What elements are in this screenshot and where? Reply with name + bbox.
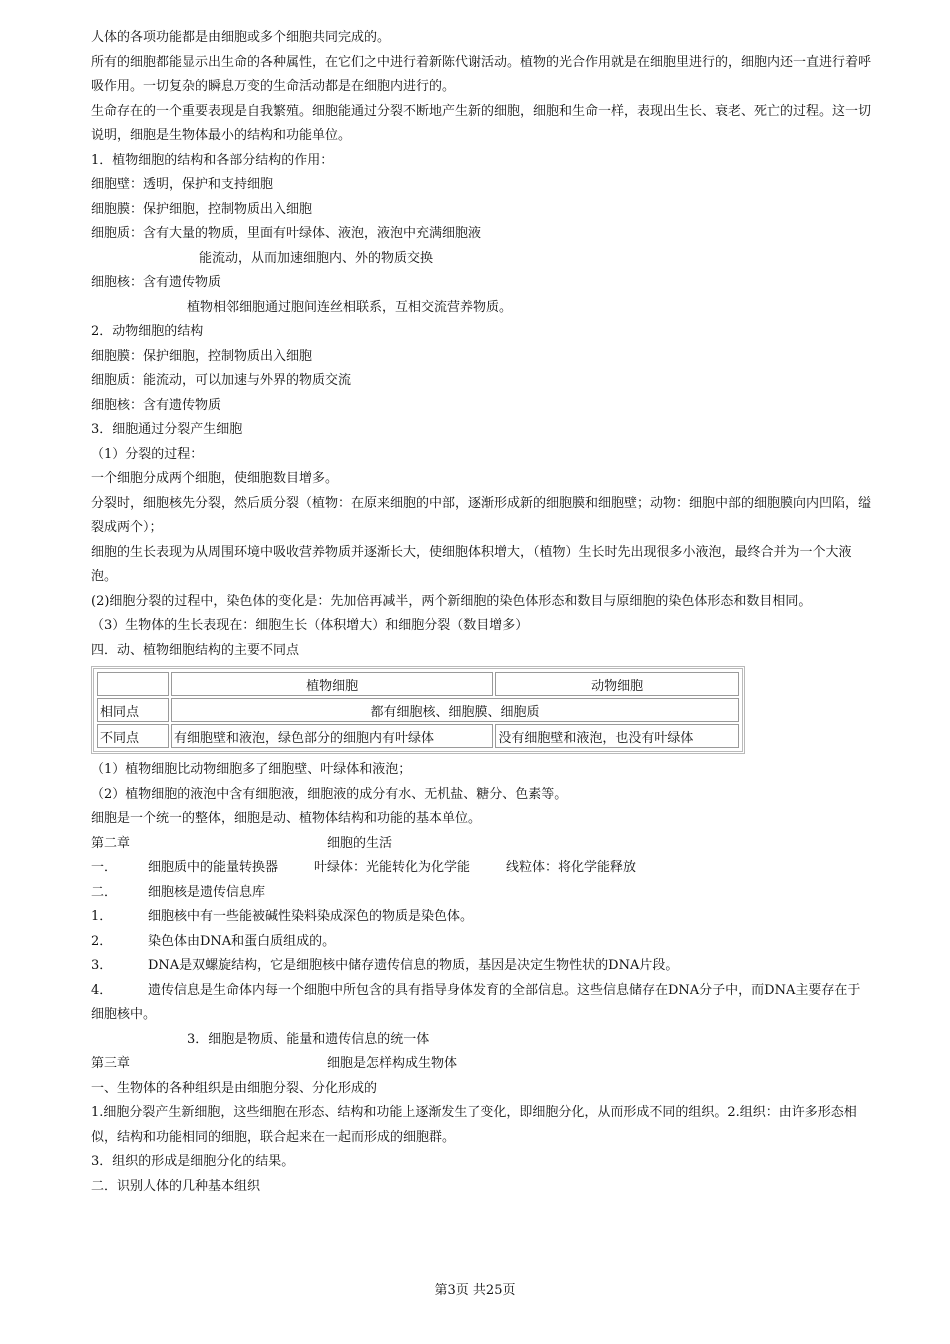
paragraph: 能流动，从而加速细胞内、外的物质交换	[199, 250, 434, 266]
paragraph: 细胞壁：透明，保护和支持细胞	[91, 177, 274, 192]
table-row	[97, 724, 739, 748]
document-body	[91, 26, 871, 1199]
paragraph: 细胞膜：保护细胞，控制物质出入细胞	[91, 201, 313, 217]
table-header-cell: 植物细胞	[171, 672, 493, 696]
chapter-label: 第三章	[91, 1056, 131, 1071]
paragraph: （2）植物细胞的液泡中含有细胞液，细胞液的成分有水、无机盐、糖分、色素等。	[91, 786, 568, 802]
paragraph: （1）分裂的过程：	[91, 446, 204, 462]
item-text: 遗传信息是生命体内每一个细胞中所包含的具有指导身体发育的全部信息。这些信息储存在DNA分子中，而DNA主要存在于细胞核中。	[91, 982, 861, 1022]
paragraph: （3）生物体的生长表现在：细胞生长（体积增大）和细胞分裂（数目增多）	[91, 618, 529, 633]
paragraph: 植物相邻细胞通过胞间连丝相联系，互相交流营养物质。	[187, 299, 513, 315]
item-number: 1．	[91, 909, 113, 924]
chapter-title: 细胞是怎样构成生物体	[327, 1056, 458, 1071]
item-text: 细胞质中的能量转换器	[148, 860, 279, 875]
table-cell: 没有细胞壁和液泡，也没有叶绿体	[495, 724, 739, 748]
item-number: 二．	[91, 884, 118, 900]
paragraph: 生命存在的一个重要表现是自我繁殖。细胞能通过分裂不断地产生新的细胞，细胞和生命一样，表现出生长、衰老、死亡的过程。这一切说明，细胞是生物体最小的结构和功能单位。	[91, 103, 872, 143]
item-text: 细胞核中有一些能被碱性染料染成深色的物质是染色体。	[148, 909, 474, 924]
paragraph: 细胞核：含有遗传物质	[91, 397, 222, 413]
chapter-label: 第二章	[91, 835, 131, 851]
paragraph: （1）植物细胞比动物细胞多了细胞壁、叶绿体和液泡；	[91, 762, 412, 777]
item-text: 细胞核是遗传信息库	[148, 884, 266, 900]
list-item	[91, 930, 871, 955]
item-text: DNA是双螺旋结构，它是细胞核中储存遗传信息的物质，基因是决定生物性状的DNA片段。	[148, 958, 679, 973]
section-heading: 二．识别人体的几种基本组织	[91, 1178, 261, 1194]
list-item	[91, 856, 871, 881]
paragraph: 所有的细胞都能显示出生命的各种属性，在它们之中进行着新陈代谢活动。植物的光合作用就是在细胞里进行的，细胞内还一直进行着呼吸作用。一切复杂的瞬息万变的生命活动都是在细胞内进行的。	[91, 54, 872, 94]
section-heading: 3．细胞通过分裂产生细胞	[91, 422, 243, 437]
item-text: 线粒体：将化学能释放	[506, 860, 637, 875]
table-row-label: 相同点	[97, 698, 169, 722]
item-text: 叶绿体：光能转化为化学能	[314, 860, 471, 875]
item-number: 4．	[91, 982, 113, 998]
paragraph: 3．组织的形成是细胞分化的结果。	[91, 1154, 295, 1169]
paragraph: (2)细胞分裂的过程中，染色体的变化是：先加倍再减半，两个新细胞的染色体形态和数目与原细胞的染色体形态和数目相同。	[91, 593, 812, 609]
table-cell	[97, 672, 169, 696]
paragraph: 细胞膜：保护细胞，控制物质出入细胞	[91, 348, 313, 364]
paragraph: 细胞核：含有遗传物质	[91, 275, 222, 290]
paragraph: 细胞质：能流动，可以加速与外界的物质交流	[91, 373, 352, 388]
table-cell: 有细胞壁和液泡，绿色部分的细胞内有叶绿体	[171, 724, 493, 748]
comparison-table	[91, 666, 745, 754]
paragraph: 细胞质：含有大量的物质，里面有叶绿体、液泡，液泡中充满细胞液	[91, 226, 482, 241]
section-heading: 2．动物细胞的结构	[91, 324, 204, 339]
section-heading: 1．植物细胞的结构和各部分结构的作用：	[91, 152, 334, 168]
paragraph: 1.细胞分裂产生新细胞，这些细胞在形态、结构和功能上逐渐发生了变化，即细胞分化，从而形成不同的组织。2.组织：由许多形态相似，结构和功能相同的细胞，联合起来在一起而形成的细胞群。	[91, 1105, 857, 1145]
paragraph: 人体的各项功能都是由细胞或多个细胞共同完成的。	[91, 30, 391, 45]
chapter-title: 细胞的生活	[327, 835, 393, 851]
section-heading: 一、生物体的各种组织是由细胞分裂、分化形成的	[91, 1080, 378, 1096]
table-header-cell: 动物细胞	[495, 672, 739, 696]
chapter-heading	[91, 1052, 871, 1077]
item-number: 3．	[91, 958, 113, 973]
item-text: 染色体由DNA和蛋白质组成的。	[148, 933, 336, 949]
list-item	[91, 979, 871, 1028]
table-cell: 都有细胞核、细胞膜、细胞质	[171, 698, 739, 722]
page-footer: 第3页 共25页	[434, 1283, 516, 1298]
table-row	[97, 698, 739, 722]
item-number: 一．	[91, 860, 118, 875]
paragraph: 分裂时，细胞核先分裂，然后质分裂（植物：在原来细胞的中部，逐渐形成新的细胞膜和细胞壁；动物：细胞中部的细胞膜向内凹陷，缢裂成两个）；	[91, 495, 872, 535]
summary-line: 3．细胞是物质、能量和遗传信息的统一体	[187, 1031, 430, 1047]
list-item	[91, 881, 871, 906]
paragraph: 细胞是一个统一的整体，细胞是动、植物体结构和功能的基本单位。	[91, 811, 482, 826]
list-item	[91, 905, 871, 930]
chapter-heading	[91, 832, 871, 857]
table-row	[97, 672, 739, 696]
list-item	[91, 954, 871, 979]
paragraph: 一个细胞分成两个细胞，使细胞数目增多。	[91, 471, 339, 486]
paragraph: 细胞的生长表现为从周围环境中吸收营养物质并逐渐长大，使细胞体积增大，（植物）生长时先出现很多小液泡，最终合并为一个大液泡。	[91, 544, 852, 584]
table-row-label: 不同点	[97, 724, 169, 748]
item-number: 2．	[91, 933, 113, 949]
section-heading: 四．动、植物细胞结构的主要不同点	[91, 642, 300, 658]
